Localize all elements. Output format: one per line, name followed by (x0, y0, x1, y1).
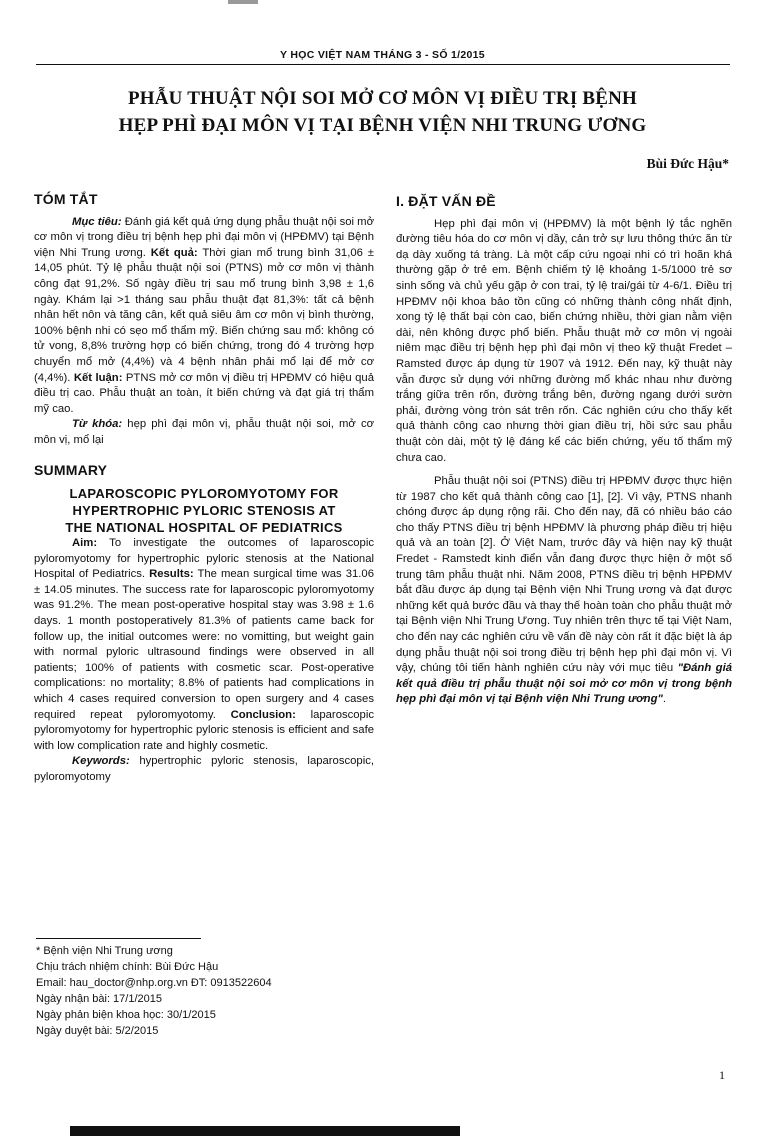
en-results-text: The mean surgical time was 31.06 ± 14.05 minutes. The success rate for laparoscopic pyloromyotomy was 91.2%. The mean post-operative hospital stay was 3.98 ± 1.6 days. 1 month postoperatively 81.3% of patients came back for follow up, the initial outcomes were: no vomitting, but weight gain with normal pyloric ultrasound findings were observed in all patients; 100% of patients with cosmetic scar. Post-operative complications: no mortality; 8.8% of patients had complications in which 4 cases required conversion to open surgery and 4 cases required repeat pyloromyotomy. (34, 568, 375, 721)
article-title (60, 85, 705, 139)
header-rule (36, 64, 730, 65)
right-column (396, 194, 732, 708)
left-column (34, 192, 374, 786)
intro-heading: I. ĐẶT VẤN ĐỀ (396, 193, 496, 209)
summary-heading: SUMMARY (34, 461, 108, 478)
en-keywords-text: hypertrophic pyloric stenosis, laparoscopic, pyloromyotomy (34, 755, 374, 783)
intro-paragraph-2-text: Phẫu thuật nội soi (PTNS) điều trị HPĐMV được thực hiện từ 1987 cho kết quả thành công cao [1], [2]. Vì vậy, PTNS nhanh chóng được áp dụng rộng rãi. Cho đến nay, đã có nhiều báo cáo cho thấy PTNS điều trị bệnh HPĐMV là phương pháp điều trị hiệu quả và an toàn [2]. Ở Việt Nam, trước đây và hiện nay kỹ thuật Fredet - Ramstedt kinh điển vẫn đang được thực hiện ở một số trung tâm phẫu thuật nhi. Năm 2008, PTNS điều trị bệnh HPĐMV bắt đầu được áp dụng tại Bệnh viện Nhi Trung ương và đạt được những kết quả bước đầu và thay thế hoàn toàn cho phẫu thuật mở tại Bệnh viện Nhi Trung Ương. Tuy nhiên trên thực tế tại Việt Nam, cho đến nay các nghiên cứu về vấn đề này còn rất ít đặc biệt là áp dụng phẫu thuật nội soi trong điều trị bệnh hẹp phì đại môn vị. Vì vậy, chúng tôi tiến hành nghiên cứu này với mục tiêu (396, 475, 732, 675)
conclusion-text: PTNS mở cơ môn vị điều trị HPĐMV có hiệu quả điều trị cao. Phẫu thuật an toàn, ít biến chứng và đạt giá trị thẩm mỹ cao. (34, 371, 374, 415)
intro-paragraph-2-end: . (662, 693, 666, 706)
aim-label: Mục tiêu: (72, 215, 122, 228)
keywords-label: Từ khóa: (72, 418, 123, 431)
footnote-accepted: Ngày duyệt bài: 5/2/2015 (36, 1025, 159, 1037)
footnote-responsible: Chịu trách nhiệm chính: Bùi Đức Hậu (36, 961, 219, 973)
summary-title-line-1: LAPAROSCOPIC PYLOROMYOTOMY FOR (69, 486, 339, 502)
summary-paragraph (34, 536, 374, 754)
en-aim-label: Aim: (72, 537, 98, 550)
en-conclusion-label: Conclusion: (230, 708, 296, 721)
author-name: Bùi Đức Hậu* (646, 156, 729, 171)
en-aim-text: To investigate the outcomes of laparoscopic pyloromyotomy for hypertrophic pyloric stenosis at the National Hospital of Pediatrics. (34, 537, 374, 581)
intro-paragraph-1: Hẹp phì đại môn vị (HPĐMV) là một bệnh lý tắc nghẽn đường tiêu hóa do cơ môn vị dầy, cản trở sự lưu thông thức ăn từ dạ dày xuống tá tràng. Là một cấp cứu ngoại nhi có trì hoãn khá thường gặp ở trẻ em. Bệnh chiếm tỷ lệ khoảng 1-5/1000 trẻ sơ sinh sống và chủ yếu gặp ở con trai, tỷ lệ trai/gái từ 4-6/1. Điều trị HPĐMV nội khoa bảo tồn cũng có những thành công nhất định, xong tỷ lệ thất bại còn cao, biến chứng nhiều, thời gian nằm viện dài, nên không được phổ biến. Phẫu thuật mở cơ môn vị ngoài niêm mạc điều trị bệnh hẹp phì đại môn vị theo kỹ thuật Fredet – Ramsted được áp dụng từ 1907 và 1912. Đến nay, kỹ thuật này vẫn được sử dụng với những đường mổ khác nhau như đường trắng giữa trên rốn, đường trắng bên, đường ngang dưới sườn phải, đường vòng tròn sát trên rốn. Các nghiên cứu cho thấy kết quả thành công cao nhưng thời gian điều trị, hồi sức sau phẫu thuật còn dài, một tỷ lệ đáng kể các biến chứng, yếu tố thẩm mỹ chưa cao. (396, 217, 732, 464)
footnote-contact: Email: hau_doctor@nhp.org.vn ĐT: 0913522604 (36, 977, 272, 989)
abstract-paragraph (34, 215, 374, 418)
title-line-2: HẸP PHÌ ĐẠI MÔN VỊ TẠI BỆNH VIỆN NHI TRUNG ƯƠNG (118, 115, 647, 136)
en-keywords-paragraph (34, 754, 374, 785)
footnote (36, 938, 356, 1039)
footnote-received: Ngày nhận bài: 17/1/2015 (36, 993, 162, 1005)
page-number: 1 (719, 1068, 725, 1082)
summary-title-line-3: THE NATIONAL HOSPITAL OF PEDIATRICS (65, 520, 343, 536)
results-text: Thời gian mổ trung bình 31,06 ± 14,05 phút. Tỷ lệ phẫu thuật nội soi (PTNS) mở cơ môn vị thành công đạt 91,2%. Số ngày điều trị sau mổ trung bình 3,98 ± 1,6 ngày. Khám lại >1 tháng sau phẫu thuật đạt 81,3%: tất cả bệnh nhân hết nôn và tăng cân, kết quả siêu âm cơ môn vị bình thường, 100% bệnh nhi có sẹo mổ thẩm mỹ. Biến chứng sau mổ: không có tử vong, 8,8% trường hợp có biến chứng, trong đó 4 trường hợp chuyển mổ mở (4,4%) và 4 bệnh nhân phải mổ lại để mở cơ (4,4%). (34, 246, 374, 384)
footnote-affiliation: * Bệnh viện Nhi Trung ương (36, 945, 173, 957)
intro-paragraph-2 (396, 474, 732, 708)
en-conclusion-text: laparoscopic pyloromyotomy for hypertrophic pyloric stenosis is efficient and safe with low complication rate and highly cosmetic. (34, 708, 374, 752)
aim-text: Đánh giá kết quả ứng dụng phẫu thuật nội soi mở cơ môn vị trong điều trị bệnh hẹp phì đại môn vị (HPĐMV) tại Bệnh viện Nhi Trung ương. (34, 215, 374, 259)
title-line-1: PHẪU THUẬT NỘI SOI MỞ CƠ MÔN VỊ ĐIỀU TRỊ BỆNH (127, 88, 638, 109)
en-results-label: Results: (149, 568, 194, 581)
en-keywords-label: Keywords: (72, 755, 130, 768)
keywords-text: hẹp phì đại môn vị, phẫu thuật nội soi, mở cơ môn vị, mổ lại (34, 418, 375, 446)
scan-smudge (228, 0, 258, 4)
abstract-heading: TÓM TẮT (34, 191, 98, 207)
summary-title-line-2: HYPERTROPHIC PYLORIC STENOSIS AT (72, 503, 336, 519)
study-goal: "Đánh giá kết quả điều trị phẫu thuật nội soi mở cơ môn vị trong bệnh hẹp phì đại môn vị tại Bệnh viện Nhi Trung ương" (396, 662, 732, 706)
conclusion-label: Kết luận: (73, 371, 123, 384)
results-label: Kết quả: (150, 246, 198, 259)
footnote-rule (36, 938, 201, 939)
footnote-reviewed: Ngày phản biện khoa học: 30/1/2015 (36, 1009, 216, 1021)
journal-header: Y HỌC VIỆT NAM THÁNG 3 - SỐ 1/2015 (280, 49, 485, 61)
keywords-paragraph (34, 417, 374, 448)
bottom-bar (70, 1126, 460, 1136)
summary-title (34, 485, 374, 536)
